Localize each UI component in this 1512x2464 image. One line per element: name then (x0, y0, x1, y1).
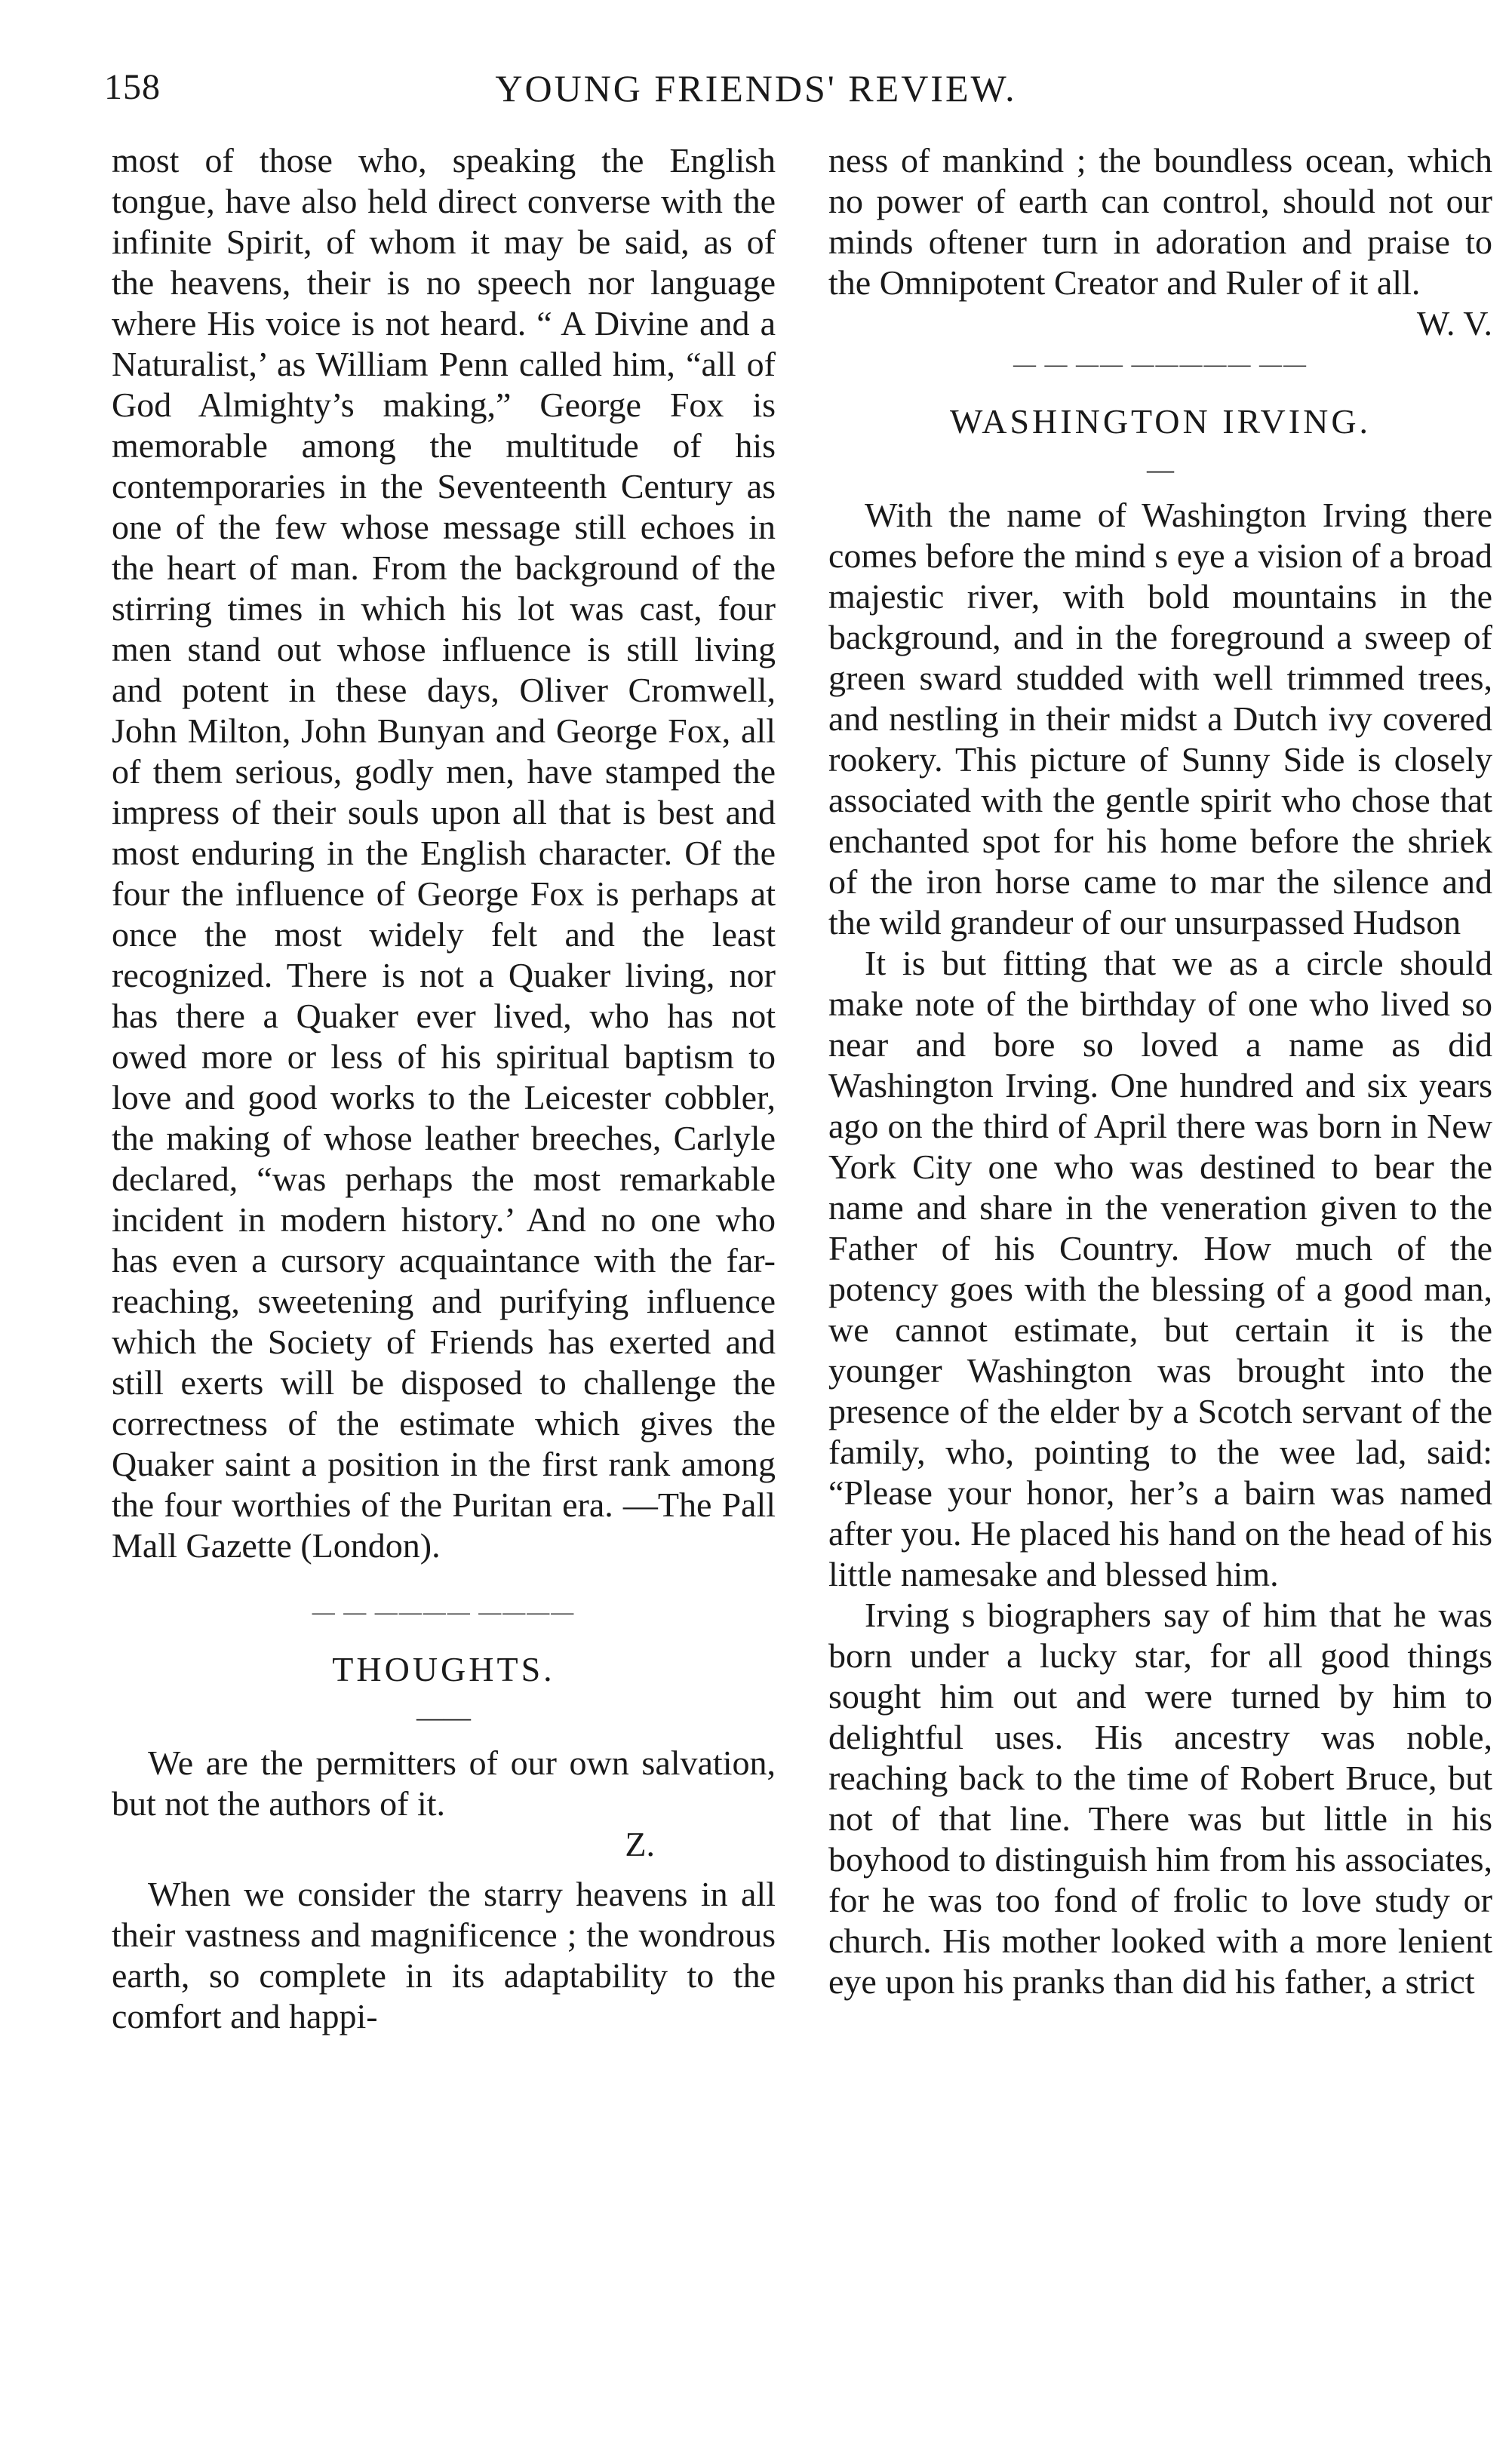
irving-paragraph: With the name of Washington Irving there comes before the mind s eye a vision of a broad majestic river, with bold mountains in the background, and in the foreground a sweep of green sward studded with well trimmed trees, and nestling in their midst a Dutch ivy covered rookery. This picture of Sunny Side is closely associated with the gentle spirit who chose that enchanted spot for his home before the shriek of the iron horse came to mar the silence and the wild grandeur of our unsurpassed Hudson (828, 496, 1492, 942)
fox-article-paragraph: most of those who, speaking the English tongue, have also held direct converse with the infinite Spirit, of whom it may be said, as of the heavens, their is no speech nor language where His voice is not heard. “ A Divine and a Naturalist,’ as William Penn called him, “all of God Almighty’s making,” George Fox is memorable among the multitude of his contemporaries in the Seventeenth Century as one of the few whose message still echoes in the heart of man. From the background of the stirring times in which his lot was cast, four men stand out whose influence is still living and potent in these days, Oliver Cromwell, John Milton, John Bunyan and George Fox, all of them serious, godly men, have stamped the impress of their souls upon all that is best and most enduring in the English character. Of the four the influence of George Fox is perhaps at once the most widely felt and the least recognized. There is not a Quaker living, nor has there a Quaker ever lived, who has not owed more or less of his spiritual baptism to love and good works to the Leicester cobbler, the making of whose leather breeches, Carlyle declared, “was perhaps the most remarkable incident in modern history.’ And no one who has even a cursory acquaintance with the far-reaching, sweetening and purifying influence which the Society of Friends has exerted and still exerts will be disposed to challenge the correctness of the estimate which gives the Quaker saint a position in the first rank among the four worthies of the Puritan era. —The Pall Mall Gazette (London). (112, 141, 776, 1565)
heading-dash: —— (416, 1702, 471, 1732)
running-head: YOUNG FRIENDS' REVIEW. (495, 67, 1017, 109)
page-number: 158 (104, 67, 161, 107)
thoughts-heading: THOUGHTS. (332, 1650, 555, 1688)
thought-signature: W. V. (1416, 304, 1492, 343)
thought-signature: Z. (625, 1825, 655, 1863)
section-divider: — — ———— ———— (312, 1599, 576, 1624)
left-column (112, 140, 776, 2037)
irving-paragraph: It is but fitting that we as a circle should make note of the birthday of one who lived so near and bore so loved a name as did Washington Irving. One hundred and six years ago on the third of April there was born in New York City one who was destined to bear the name and share in the veneration given to the Father of his Country. How much of the potency goes with the blessing of a good man, we cannot estimate, but certain it is the younger Washington was brought into the presence of the elder by a Scotch servant of the family, who, pointing to the wee lad, said: “Please your honor, her’s a bairn was named after you. He placed his hand on the head of his little namesake and blessed him. (828, 944, 1492, 1593)
thought-paragraph: We are the permitters of our own salvation, but not the authors of it. (112, 1744, 776, 1823)
right-column (828, 140, 1492, 2002)
heading-dash: — (1147, 454, 1174, 484)
thought-paragraph-continued: ness of mankind ; the boundless ocean, which no power of earth can control, should not our minds oftener turn in adoration and praise to the Omnipotent Creator and Ruler of it all. (828, 141, 1492, 302)
thought-paragraph: When we consider the starry heavens in all their vastness and magnificence ; the wondrous earth, so complete in its adaptability to the comfort and happi- (112, 1875, 776, 2035)
irving-heading: WASHINGTON IRVING. (949, 402, 1372, 441)
section-divider: — — —— ————— —— (1013, 352, 1308, 376)
irving-paragraph: Irving s biographers say of him that he was born under a lucky star, for all good things sought him out and were turned by him to delightful uses. His ancestry was noble, reaching back to the time of Robert Bruce, but not of that line. There was but little in his boyhood to distinguish him from his associates, for he was too fond of frolic to love study or church. His mother looked with a more lenient eye upon his pranks than did his father, a strict (828, 1596, 1492, 2001)
